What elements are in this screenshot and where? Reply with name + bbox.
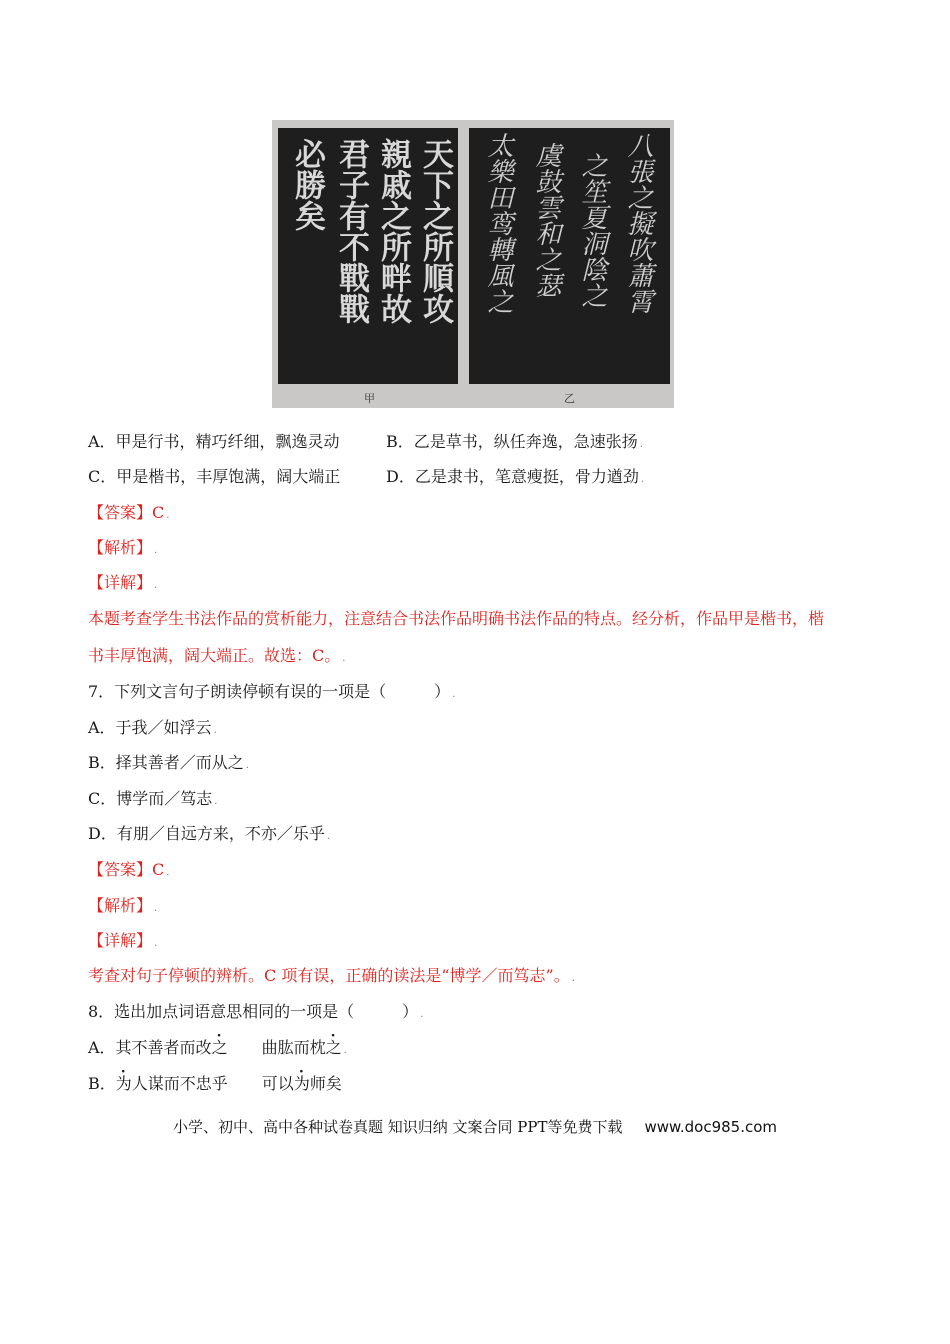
- q6-option-b: B．乙是草书，纵任奔逸，急速张扬: [386, 432, 638, 451]
- q7-detail-heading: 【详解】 .: [88, 931, 158, 950]
- q7-answer: 【答案】C .: [88, 860, 170, 879]
- q7-stem: 7．下列文言句子朗读停顿有误的一项是（ ） .: [88, 682, 456, 701]
- footer-url[interactable]: www.doc985.com: [644, 1118, 778, 1136]
- q7-option-d: D．有朋／自远方来，不亦／乐乎 .: [88, 824, 331, 843]
- q6-options-row2: C．甲是楷书，丰厚饱满，阔大端正 D．乙是隶书，笔意瘦挺，骨力遒劲 .: [88, 467, 645, 486]
- q7-analysis: 【解析】 .: [88, 896, 158, 915]
- calligraphy-figure: [272, 120, 674, 408]
- caption-jia: 甲: [364, 392, 375, 405]
- calligraphy-panel-yi: [469, 128, 670, 384]
- q7-answer-value: C: [152, 860, 165, 879]
- emphasis-dot-word: 之: [211, 1038, 228, 1057]
- q7-detail: 考查对句子停顿的辨析。C 项有误，正确的读法是“博学／而笃志”。 .: [88, 966, 575, 985]
- jia-column: 親戚之所畔故: [375, 138, 411, 324]
- q6-answer: 【答案】C .: [88, 503, 170, 522]
- q6-options-row1: A．甲是行书，精巧纤细，飘逸灵动 B．乙是草书，纵任奔逸，急速张扬 .: [88, 432, 643, 451]
- q6-answer-value: C: [152, 503, 165, 522]
- caption-yi: 乙: [564, 392, 575, 405]
- emphasis-dot-word: 为: [293, 1074, 310, 1093]
- q6-option-d: D．乙是隶书，笔意瘦挺，骨力遒劲: [386, 467, 639, 486]
- q7-option-b: B．择其善者／而从之 .: [88, 753, 249, 772]
- q7-option-c: C．博学而／笃志 .: [88, 789, 218, 808]
- q6-detail-line2: 书丰厚饱满，阔大端正。故选：C。 .: [88, 646, 346, 665]
- q6-detail-heading: 【详解】 .: [88, 573, 158, 592]
- emphasis-dot-word: 为: [115, 1074, 132, 1093]
- yi-column: 之笙夏洞陰之: [577, 152, 607, 308]
- q6-analysis: 【解析】 .: [88, 538, 158, 557]
- q7-option-a: A．于我／如浮云 .: [88, 718, 217, 737]
- jia-column: 必勝矣: [289, 138, 325, 231]
- q8-option-a: A．其不善者而改之 曲肱而枕之 .: [88, 1038, 347, 1057]
- calligraphy-panel-jia: [278, 128, 458, 384]
- yi-column: 八張之擬吹蕭霄: [623, 132, 653, 314]
- footer-text: 小学、初中、高中各种试卷真题 知识归纳 文案合同 PPT等免费下载: [172, 1118, 623, 1136]
- q8-option-b: B．为人谋而不忠乎 可以为师矣: [88, 1074, 342, 1093]
- yi-column: 虞鼓雲和之瑟: [531, 142, 561, 298]
- q6-option-c: C．甲是楷书，丰厚饱满，阔大端正: [88, 467, 341, 486]
- yi-column: 太樂田鸾轉風之: [483, 132, 513, 314]
- emphasis-dot-word: 之: [325, 1038, 342, 1057]
- q6-detail-line1: 本题考查学生书法作品的赏析能力，注意结合书法作品明确书法作品的特点。经分析，作品甲是楷书，楷: [88, 609, 825, 628]
- page-footer: [0, 1116, 950, 1137]
- jia-column: 君子有不戰戰: [333, 138, 369, 324]
- q8-stem: 8．选出加点词语意思相同的一项是（ ） .: [88, 1002, 424, 1021]
- jia-column: 天下之所順攻: [417, 138, 453, 324]
- q6-option-a: A．甲是行书，精巧纤细，飘逸灵动: [88, 432, 340, 451]
